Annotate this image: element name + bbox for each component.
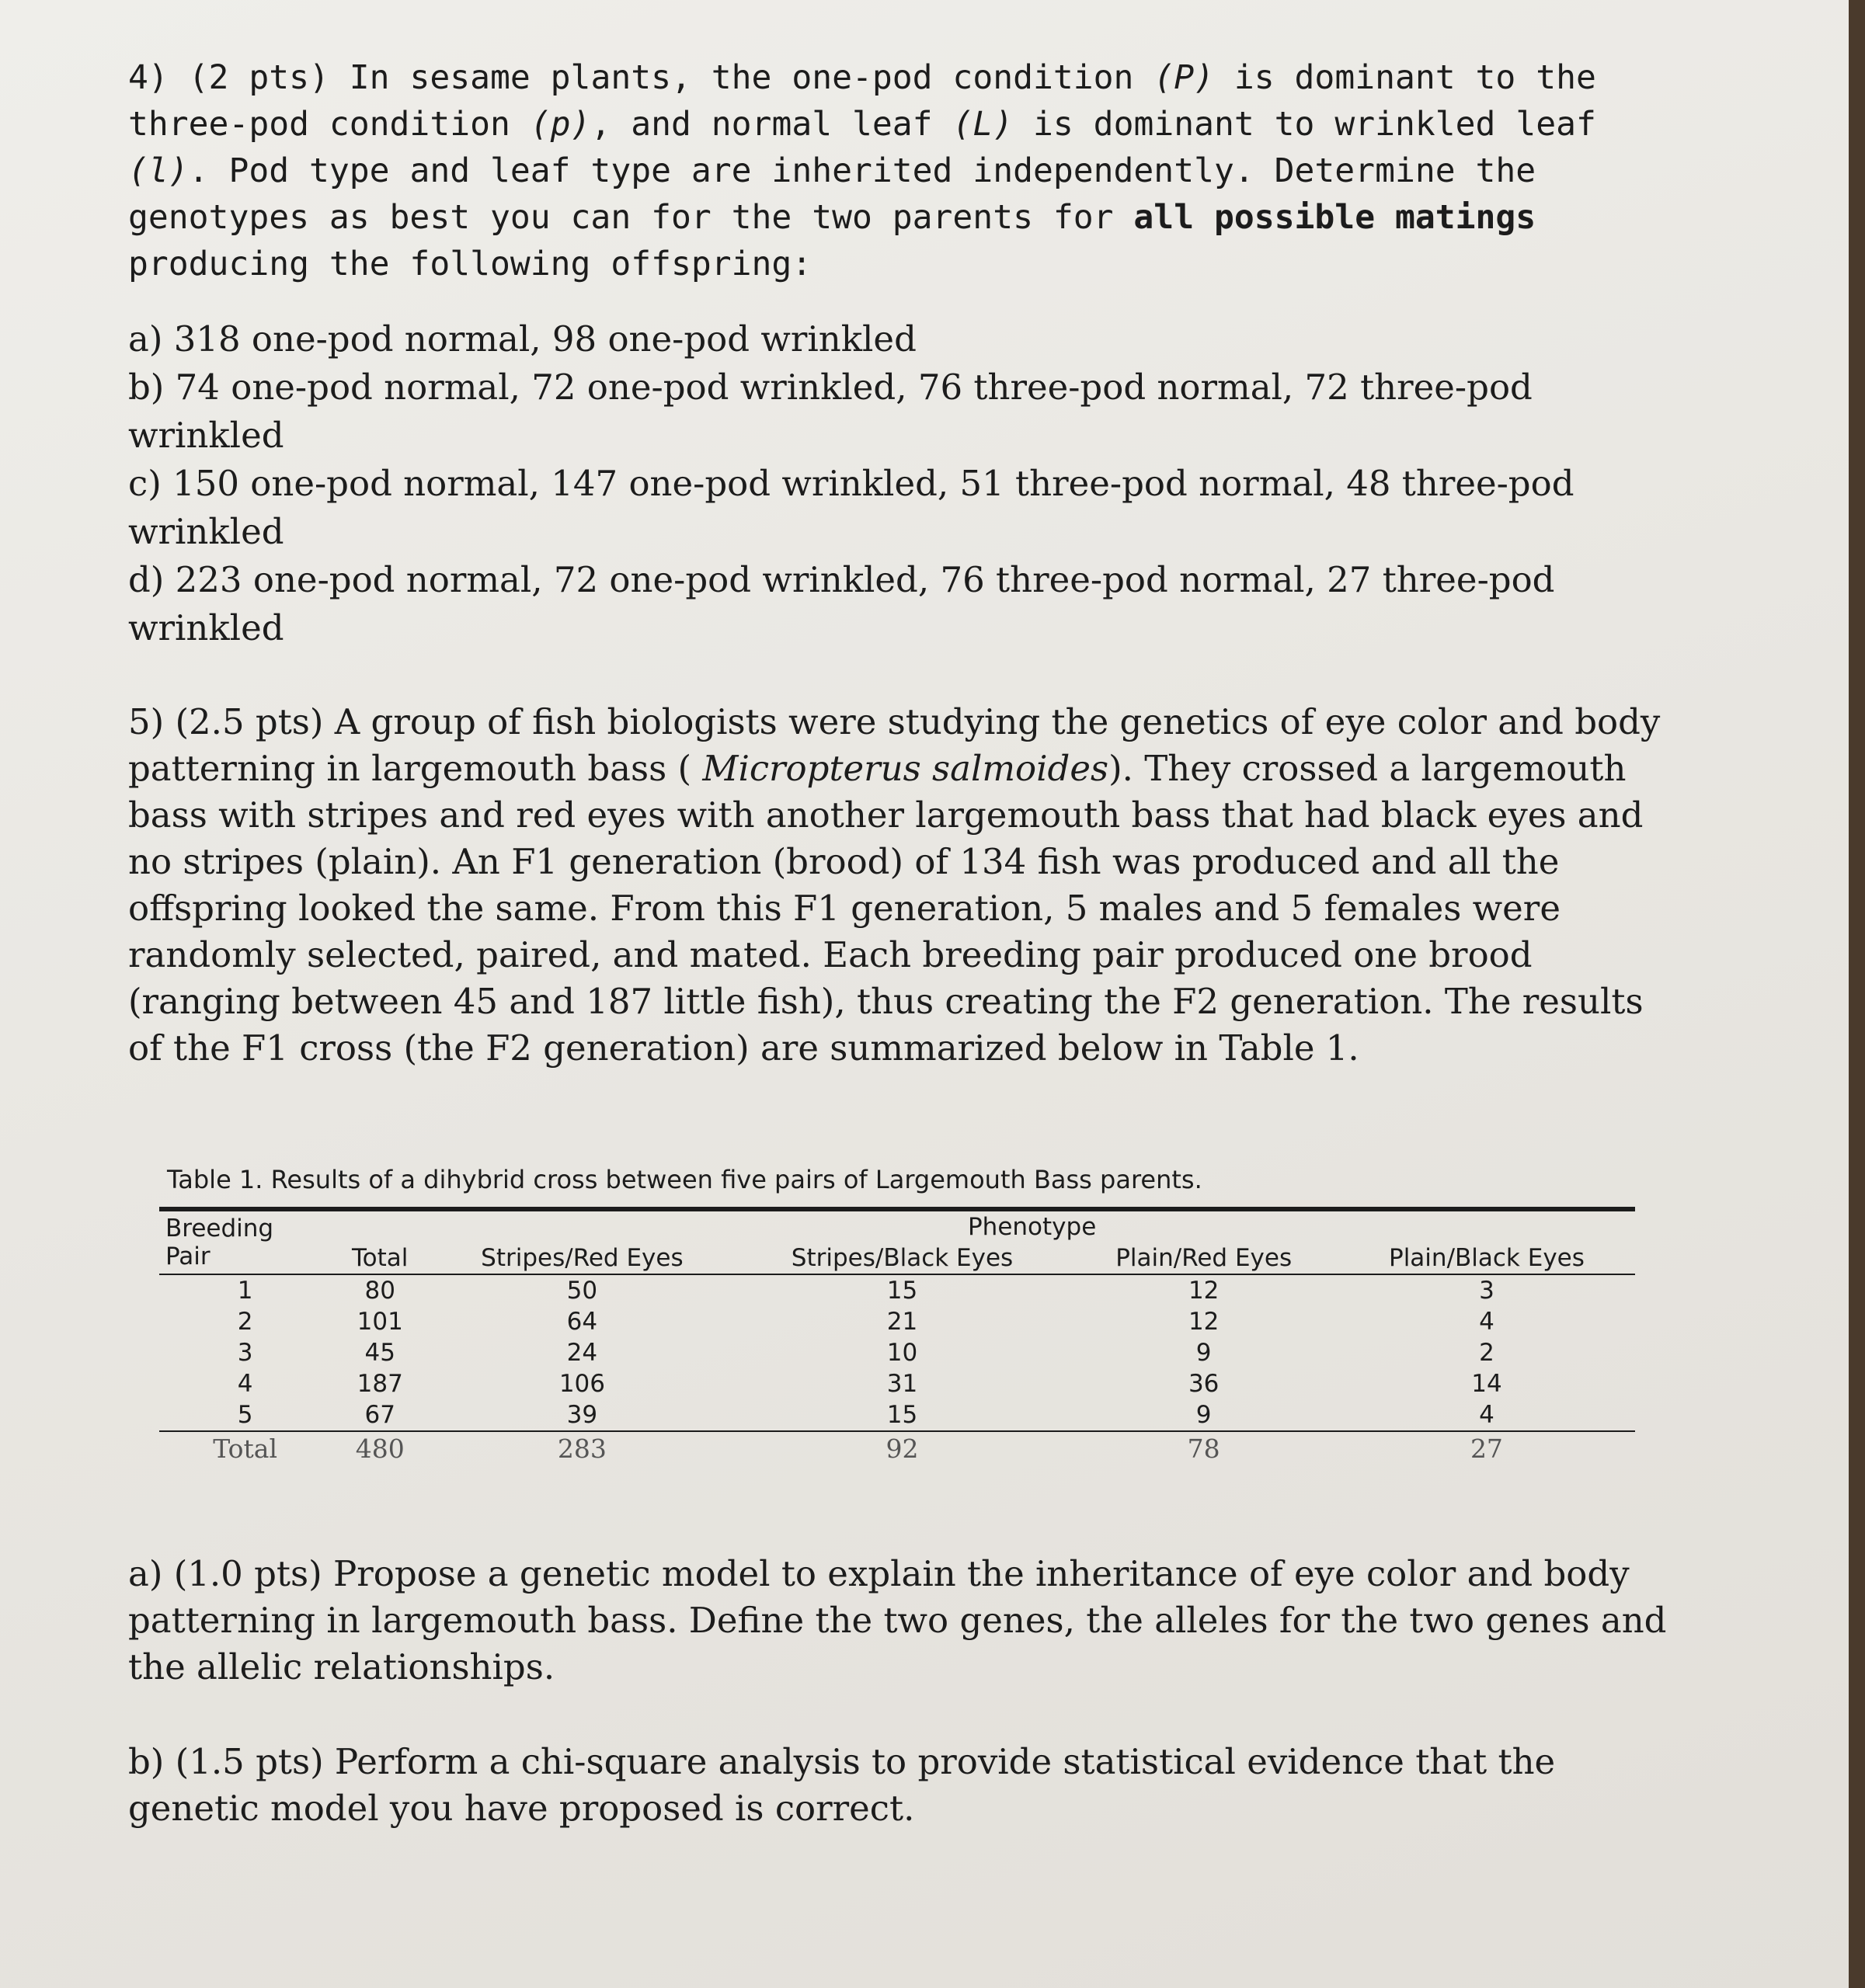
q4-allele-L: (L) [952, 105, 1014, 144]
q5-part-b: b) (1.5 pts) Perform a chi-square analysis to provide statistical evidence that the genetic model you have proposed is correct. [128, 1741, 1556, 1829]
q4-label: 4) (2 pts) [128, 58, 329, 97]
q4-option-d: d) 223 one-pod normal, 72 one-pod wrinkled, 76 three-pod normal, 27 three-pod wrinkled [128, 559, 1555, 648]
q4-text-6: producing the following offspring: [128, 245, 812, 283]
q5-species: Micropterus salmoides [702, 748, 1109, 789]
table-caption: Table 1. Results of a dihybrid cross between five pairs of Largemouth Bass parents. [167, 1165, 1202, 1194]
col-plain-black-header: Plain/Black Eyes [1338, 1242, 1635, 1274]
col-total-header: Total [331, 1209, 429, 1274]
q5-text-2: ). They crossed a largemouth bass with stripes and red eyes with another largemouth bass that had black eyes and no stripes (plain). An F1 generation (brood) of 134 fish was produced and all the offspring looked the same. From this F1 generation, 5 males and 5 females were randomly selected, paired, and mated. Each breeding pair produced one brood (ranging between 45 and 187 little fish), thus creating the F2 generation. The results of the F1 cross (the F2 generation) are summarized below in Table 1. [128, 748, 1644, 1069]
question-5 [128, 699, 1686, 1072]
table-total-row: Total 480 283 92 78 27 [213, 1434, 1503, 1464]
document-content [128, 54, 1686, 1880]
col-breeding-pair-header: Breeding Pair [159, 1209, 331, 1274]
q4-option-b: b) 74 one-pod normal, 72 one-pod wrinkled, 76 three-pod normal, 72 three-pod wrinkled [128, 367, 1533, 456]
col-stripes-red-header: Stripes/Red Eyes [429, 1242, 735, 1274]
q4-text-4: is dominant to wrinkled leaf [1033, 105, 1596, 144]
table-row: 2 101 64 21 12 4 [237, 1308, 1494, 1336]
results-table [159, 1207, 1635, 1465]
table-row: 5 67 39 15 9 4 [159, 1399, 1635, 1431]
q4-option-a: a) 318 one-pod normal, 98 one-pod wrinkled [128, 318, 917, 360]
col-plain-red-header: Plain/Red Eyes [1069, 1242, 1338, 1274]
q4-emphasis: all possible matings [1133, 198, 1536, 237]
table-row: 1 80 50 15 12 3 [237, 1277, 1494, 1305]
q5-part-a: a) (1.0 pts) Propose a genetic model to explain the inheritance of eye color and body patterning in largemouth bass. Define the two genes, the alleles for the two genes and the allelic relationships. [128, 1553, 1667, 1687]
col-stripes-black-header: Stripes/Black Eyes [736, 1242, 1070, 1274]
q4-text-5: . Pod type and leaf type are inherited independently. Determine the genotypes as best you can for the two parents for [128, 151, 1536, 237]
question-4 [128, 54, 1686, 287]
q4-allele-l: (l) [128, 151, 189, 190]
q4-allele-P: (P) [1153, 58, 1214, 97]
q4-text-3: , and normal leaf [590, 105, 933, 144]
q4-option-c: c) 150 one-pod normal, 147 one-pod wrinkled, 51 three-pod normal, 48 three-pod wrinkled [128, 463, 1574, 552]
q4-allele-p: (p) [530, 105, 591, 144]
table-row: 4 187 106 31 36 14 [237, 1370, 1502, 1398]
q5-subquestions [128, 1551, 1686, 1832]
phenotype-header: Phenotype [429, 1209, 1635, 1242]
q4-text-1: In sesame plants, the one-pod condition [349, 58, 1134, 97]
q5-text-1: 5) (2.5 pts) A group of fish biologists were studying the genetics of eye color and body patterning in largemouth bass ( [128, 701, 1661, 789]
q4-options [128, 315, 1686, 652]
table-row: 3 45 24 10 9 2 [237, 1339, 1494, 1367]
q4-text-2: is dominant to the three-pod condition [128, 58, 1596, 144]
